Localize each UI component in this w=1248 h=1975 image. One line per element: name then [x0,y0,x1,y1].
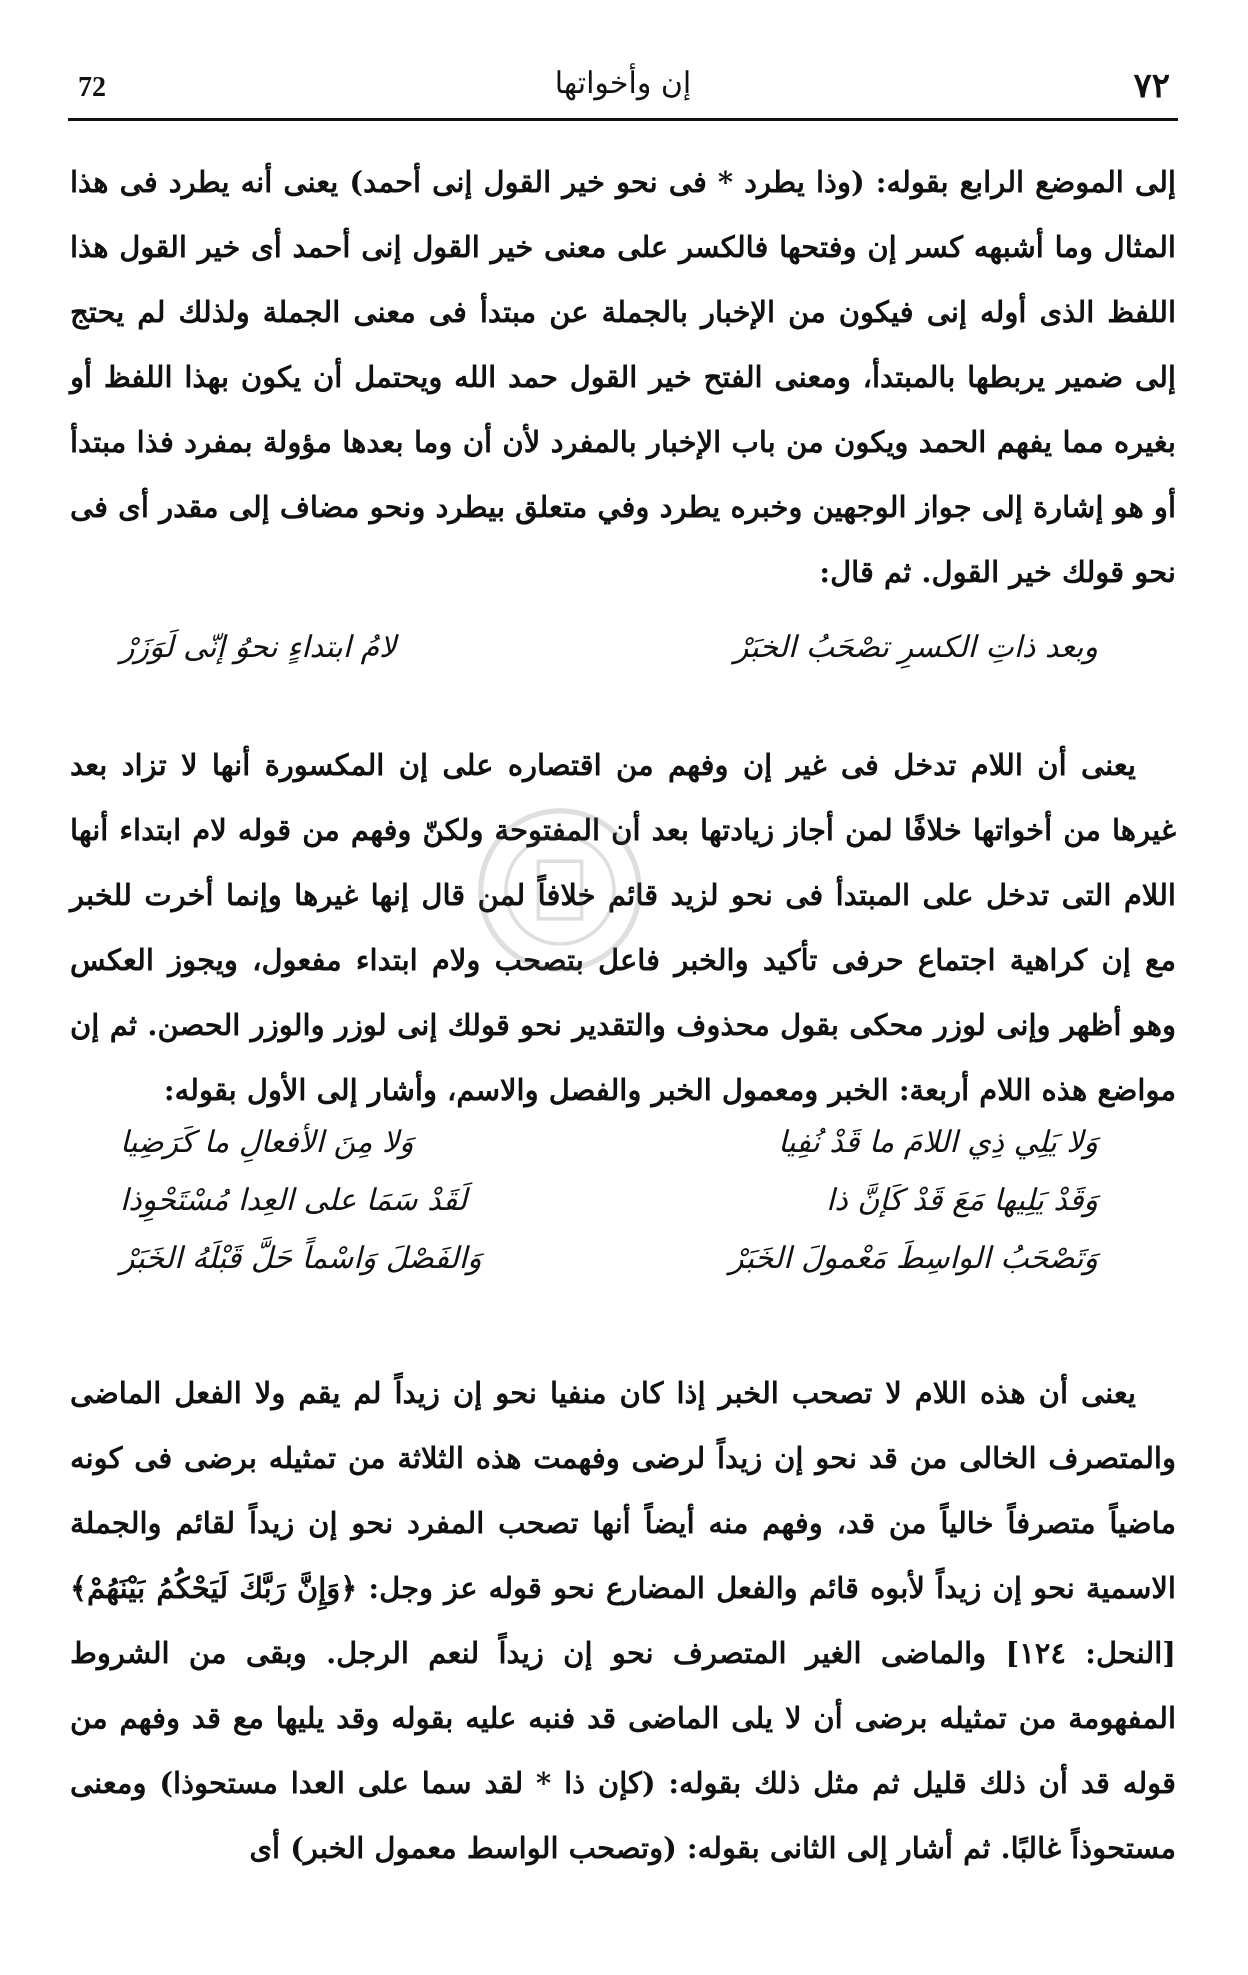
verse-1-second-hemistich: لامُ ابتداءٍ نحوُ إنّى لَوَزَرْ [120,630,397,665]
verse-line-1 [120,630,1098,680]
verse-first-hemistich: وَتَصْحَبُ الواسِطَ مَعْمولَ الخَبَرْ [729,1241,1098,1276]
header-rule [68,118,1178,121]
verse-second-hemistich: وَلا مِنَ الأفعالِ ما كَرَضِيا [120,1125,414,1160]
page-number-latin: 72 [78,72,106,103]
paragraph-2-text: يعنى أن اللام تدخل فى غير إن وفهم من اقتصاره على إن المكسورة أنها لا تزاد بعد غيرها من أخواتها خلافًا لمن أجاز زيادتها بعد أن المفتوحة ولكنّ وفهم من قوله لام ابتداء أنها اللام التى تدخل على المبتدأ فى نحو لزيد قائم خلافاً لمن قال إنها غيرها وإنما أخرت للخبر مع إن كراهية اجتماع حرفى تأكيد والخبر فاعل بتصحب ولام ابتداء مفعول، ويجوز العكس وهو أظهر وإنى لوزر محكى بقول محذوف والتقدير نحو قولك إنى لوزر والوزر الحصن. ثم إن مواضع هذه اللام أربعة: الخبر ومعمول الخبر والفصل والاسم، وأشار إلى الأول بقوله: [70,748,1176,1107]
paragraph-3 [70,1361,1176,1881]
verse-second-hemistich: لَقَدْ سَمَا على العِدا مُسْتَحْوِذا [120,1183,468,1218]
verse-first-hemistich: وَلا يَلِي ذِي اللامَ ما قَدْ نُفِيا [778,1125,1098,1160]
paragraph-1-text: إلى الموضع الرابع بقوله: (وذا يطرد * فى نحو خير القول إنى أحمد) يعنى أنه يطرد فى هذا المثال وما أشبهه كسر إن وفتحها فالكسر على معنى خير القول إنى أحمد أى خير القول هذا اللفظ الذى أوله إنى فيكون من الإخبار بالجملة عن مبتدأ فى معنى الجملة ولذلك لم يحتج إلى ضمير يربطها بالمبتدأ، ومعنى الفتح خير القول حمد الله ويحتمل أن يكون بهذا اللفظ أو بغيره مما يفهم الحمد ويكون من باب الإخبار بالمفرد لأن أن وما بعدها مؤولة بمفرد فذا مبتدأ أو هو إشارة إلى جواز الوجهين وخبره يطرد وفي متعلق بيطرد ونحو مضاف إلى مقدر أى فى نحو قولك خير القول. ثم قال: [70,165,1176,589]
verse-row [120,1241,1098,1299]
page-number-arabic: ٧٢ [1133,66,1170,106]
verse-block [120,1125,1098,1299]
verse-row [120,1183,1098,1241]
running-title: إن وأخواتها [554,66,692,101]
verse-1-first-hemistich: وبعد ذاتِ الكسرِ تصْحَبُ الخبَرْ [733,630,1098,665]
verse-row [120,1125,1098,1183]
library-seal-watermark [470,800,650,980]
verse-second-hemistich: وَالفَصْلَ وَاسْماً حَلَّ قَبْلَهُ الخَبَرْ [120,1241,482,1276]
paragraph-1 [70,150,1176,605]
page-header [68,62,1178,116]
verse-first-hemistich: وَقَدْ يَلِيها مَعَ قَدْ كَإنَّ ذا [826,1183,1098,1218]
paragraph-3-text: يعنى أن هذه اللام لا تصحب الخبر إذا كان منفيا نحو إن زيداً لم يقم ولا الفعل الماضى والمتصرف الخالى من قد نحو إن زيداً لرضى وفهمت هذه الثلاثة من تمثيله برضى فى كونه ماضياً متصرفاً خالياً من قد، وفهم منه أيضاً أنها تصحب المفرد نحو إن زيداً لقائم والجملة الاسمية نحو إن زيداً لأبوه قائم والفعل المضارع نحو قوله عز وجل: ﴿وَإِنَّ رَبَّكَ لَيَحْكُمُ بَيْنَهُمْ﴾ [النحل: ١٢٤] والماضى الغير المتصرف نحو إن زيداً لنعم الرجل. وبقى من الشروط المفهومة من تمثيله برضى أن لا يلى الماضى قد فنبه عليه بقوله وقد يليها مع قد وفهم من قوله قد أن ذلك قليل ثم مثل ذلك بقوله: (كإن ذا * لقد سما على العدا مستحوذا) ومعنى مستحوذاً غالبًا. ثم أشار إلى الثانى بقوله: (وتصحب الواسط معمول الخبر) أى [70,1376,1176,1865]
